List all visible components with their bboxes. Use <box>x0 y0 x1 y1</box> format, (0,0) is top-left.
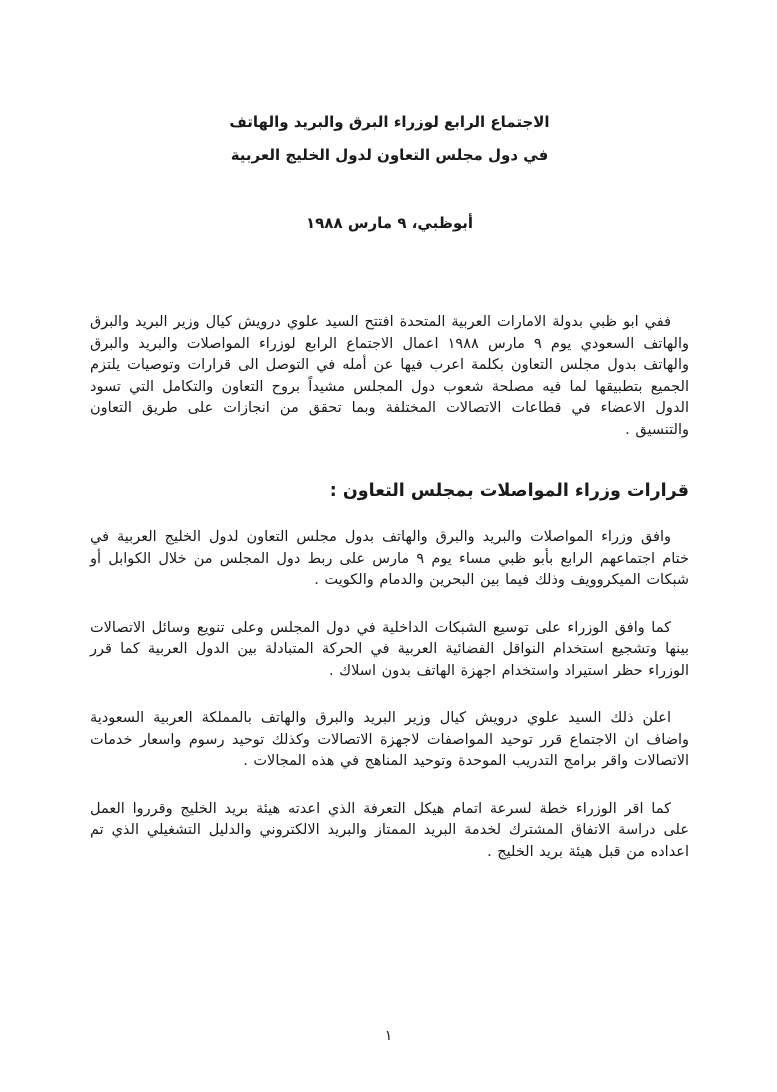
body-paragraph-3: اعلن ذلك السيد علوي درويش كيال وزير البريد والبرق والهاتف بالمملكة العربية السعودية واضاف ان الاجتماع قرر توحيد المواصفات لاجهزة الاتصالات وكذلك توحيد رسوم واسعار خدمات الاتصالات واقر برامج التدريب الموحدة وتوحيد المناهج في هذه المجالات . <box>90 710 689 769</box>
body-paragraph-4: كما اقر الوزراء خطة لسرعة اتمام هيكل التعرفة الذي اعدته هيئة بريد الخليج وقرروا العمل على دراسة الاتفاق المشترك لخدمة البريد الممتاز والبريد الالكتروني والدليل التشغيلي الذي تم اعداده من قبل هيئة بريد الخليج . <box>90 800 689 860</box>
document-content <box>90 0 689 863</box>
page-number: ١ <box>384 1028 393 1044</box>
document-title <box>90 106 689 172</box>
title-line-2: في دول مجلس التعاون لدول الخليج العربية <box>230 146 549 164</box>
intro-paragraph: ففي ابو ظبي بدولة الامارات العربية المتحدة افتتح السيد علوي درويش كيال وزير البريد والبرق والهاتف السعودي يوم ٩ مارس ١٩٨٨ اعمال الاجتماع الرابع لوزراء المواصلات والبريد والبرق والهاتف بدول مجلس التعاون بكلمة اعرب فيها عن أمله في التوصل الى قرارات وتوصيات يلتزم الجميع بتطبيقها لما فيه مصلحة شعوب دول المجلس مشيداً بروح التعاون والتكامل التي تسود الدول الاعضاء في قطاعات الاتصالات المختلفة وبما تحقق من انجازات على طريق التعاون والتنسيق . <box>90 314 689 438</box>
title-line-1: الاجتماع الرابع لوزراء البرق والبريد والهاتف <box>229 113 550 131</box>
body-paragraph-1: وافق وزراء المواصلات والبريد والبرق والهاتف بدول مجلس التعاون لدول الخليج العربية في ختام اجتماعهم الرابع بأبو ظبي مساء يوم ٩ مارس على ربط دول المجلس من خلال الكوابل أو شبكات الميكروويف وذلك فيما بين البحرين والدمام والكويت . <box>90 529 690 588</box>
date-line: أبوظبي، ٩ مارس ١٩٨٨ <box>305 214 473 232</box>
section-heading: قرارات وزراء المواصلات بمجلس التعاون : <box>329 481 689 501</box>
body-paragraph-2: كما وافق الوزراء على توسيع الشبكات الداخلية في دول المجلس وعلى تنويع وسائل الاتصالات بينها وتشجيع استخدام النواقل الفضائية العربية في الحركة المتبادلة بين الدول العربية كما قرر الوزراء حظر استيراد واستخدام اجهزة الهاتف بدون اسلاك . <box>90 619 689 679</box>
